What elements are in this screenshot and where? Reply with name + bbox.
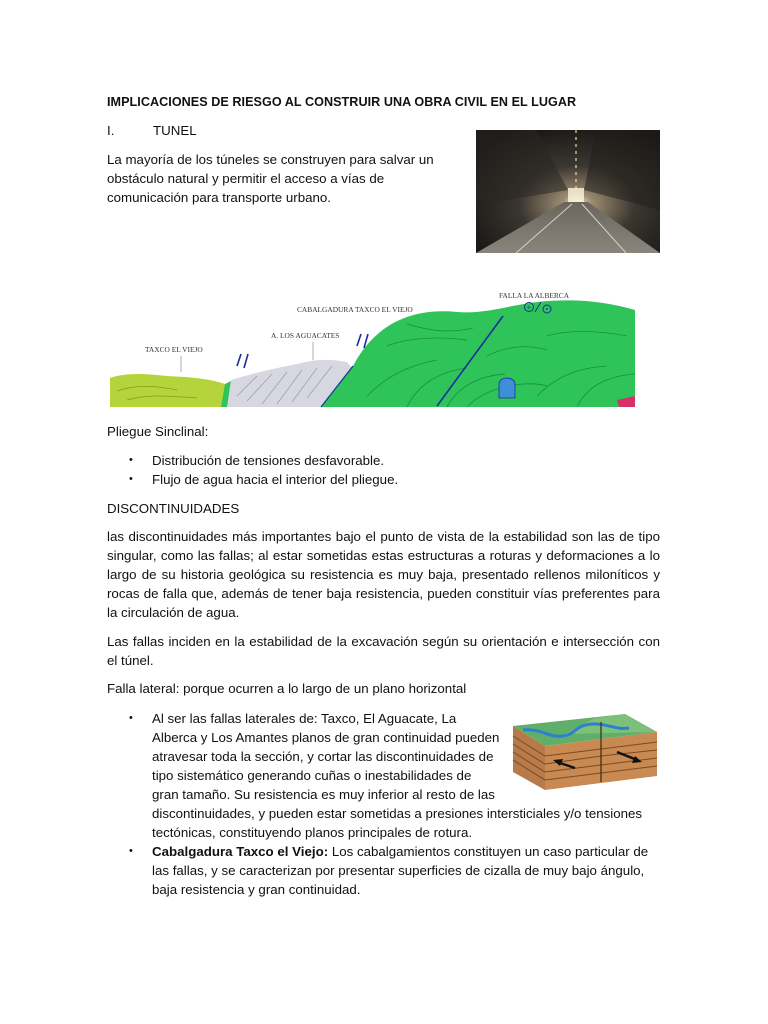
page-title: IMPLICACIONES DE RIESGO AL CONSTRUIR UNA OBRA CIVIL EN EL LUGAR: [107, 95, 577, 109]
paragraph-fallas: Las fallas inciden en la estabilidad de la excavación según su orientación e intersección con el túnel.: [107, 634, 660, 668]
geologic-cross-section: [107, 276, 637, 408]
label-taxco: TAXCO EL VIEJO: [145, 345, 203, 354]
intro-paragraph: La mayoría de los túneles se construyen para salvar un obstáculo natural y permitir el acceso a vías de comunicación para transporte urbano.: [107, 152, 434, 205]
list-item-cabalgadura: • Cabalgadura Taxco el Viejo: Los cabalgamientos constituyen un caso particular de las fallas, y se caracterizan por presentar superficies de cizalla de muy bajo ángulo, baja resistencia y gran continuidad.: [129, 844, 649, 897]
section-heading: [107, 121, 197, 140]
svg-text:+: +: [526, 303, 532, 312]
discontinuidades-heading: DISCONTINUIDADES: [107, 501, 240, 516]
pliegue-label: Pliegue Sinclinal:: [107, 424, 209, 439]
list-item: • Flujo de agua hacia el interior del pliegue.: [129, 472, 399, 488]
label-alberca: FALLA LA ALBERCA: [499, 291, 570, 300]
list-item-lateral-faults: • Al ser las fallas laterales de: Taxco, El Aguacate, La Alberca y Los Amantes planos de gran continuidad pueden atravesar toda la sección, y cortar las discontinuidades de tipo sistemático generando cuñas o inestabilidades de gran tamaño. Su resistencia es muy inferior al resto de las discontinuidades, y pueden estar sometidas a presiones intersticiales y/o tensiones tectónicas, constituyendo planos principales de rotura.: [129, 711, 643, 840]
paragraph-falla-lateral: Falla lateral: porque ocurren a lo largo de un plano horizontal: [107, 681, 467, 696]
list-item: • Distribución de tensiones desfavorable.: [129, 453, 385, 468]
tunnel-shape: [499, 378, 515, 398]
section-number: I.: [107, 123, 115, 138]
label-cabalgadura: CABALGADURA TAXCO EL VIEJO: [297, 305, 413, 314]
pliegue-list: [107, 451, 637, 489]
fault-list: [107, 709, 662, 899]
tunnel-photo: [476, 130, 660, 253]
paragraph-discontinuidades: las discontinuidades más importantes bajo el punto de vista de la estabilidad son las de tipo singular, como las fallas; al estar sometidas estas estructuras a roturas y deformaciones a lo largo de su historia geológica su resistencia es muy baja, presentado rellenos miloníticos y rocas de falla que, además de tener baja resistencia, pueden constituir vías preferentes para la circulación de agua.: [107, 529, 660, 620]
section-label: TUNEL: [153, 123, 197, 138]
label-aguacates: A. LOS AGUACATES: [271, 331, 340, 340]
